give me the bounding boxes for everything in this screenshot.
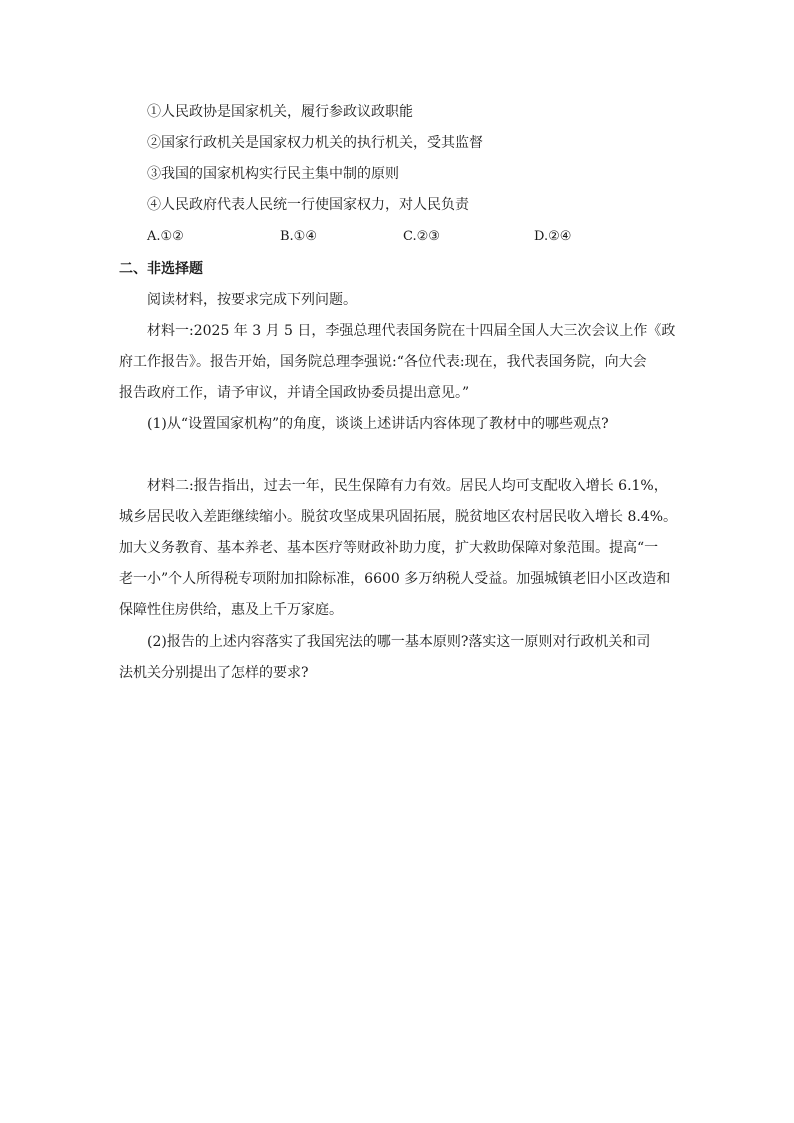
option-d: D.②④ xyxy=(534,229,572,244)
option-a: A.①② xyxy=(147,229,184,244)
material2-line-3: 加大义务教育、基本养老、基本医疗等财政补助力度，扩大救助保障对象范围。提高“一 xyxy=(119,540,659,556)
material2-line-5: 保障性住房供给，惠及上千万家庭。 xyxy=(119,602,343,618)
section-title: 二、非选择题 xyxy=(119,261,203,277)
material2-line-1: 材料二:报告指出，过去一年，民生保障有力有效。居民人均可支配收入增长 6.1%， xyxy=(147,478,668,494)
statement-4: ④人民政府代表人民统一行使国家权力，对人民负责 xyxy=(147,197,469,213)
material1-line-3: 报告政府工作，请予审议，并请全国政协委员提出意见。” xyxy=(119,385,470,401)
statement-3: ③我国的国家机构实行民主集中制的原则 xyxy=(147,166,399,182)
question-2-line-2: 法机关分别提出了怎样的要求? xyxy=(119,665,309,681)
statement-1: ①人民政协是国家机关，履行参政议政职能 xyxy=(147,104,413,120)
material1-line-2: 府工作报告》。报告开始，国务院总理李强说:“各位代表:现在，我代表国务院，向大会 xyxy=(119,354,647,370)
option-c: C.②③ xyxy=(403,229,440,244)
material1-line-1: 材料一:2025 年 3 月 5 日，李强总理代表国务院在十四届全国人大三次会议上作《政 xyxy=(147,323,676,339)
material2-line-4: 老一小”个人所得税专项附加扣除标准，6600 多万纳税人受益。加强城镇老旧小区改造和 xyxy=(119,571,671,587)
instruction: 阅读材料，按要求完成下列问题。 xyxy=(147,292,357,308)
statement-2: ②国家行政机关是国家权力机关的执行机关，受其监督 xyxy=(147,135,483,151)
option-b: B.①④ xyxy=(280,229,317,244)
material2-line-2: 城乡居民收入差距继续缩小。脱贫攻坚成果巩固拓展，脱贫地区农村居民收入增长 8.4%。 xyxy=(119,509,678,525)
question-1: (1)从“设置国家机构”的角度，谈谈上述讲话内容体现了教材中的哪些观点? xyxy=(147,416,609,432)
question-2-line-1: (2)报告的上述内容落实了我国宪法的哪一基本原则?落实这一原则对行政机关和司 xyxy=(147,634,651,650)
